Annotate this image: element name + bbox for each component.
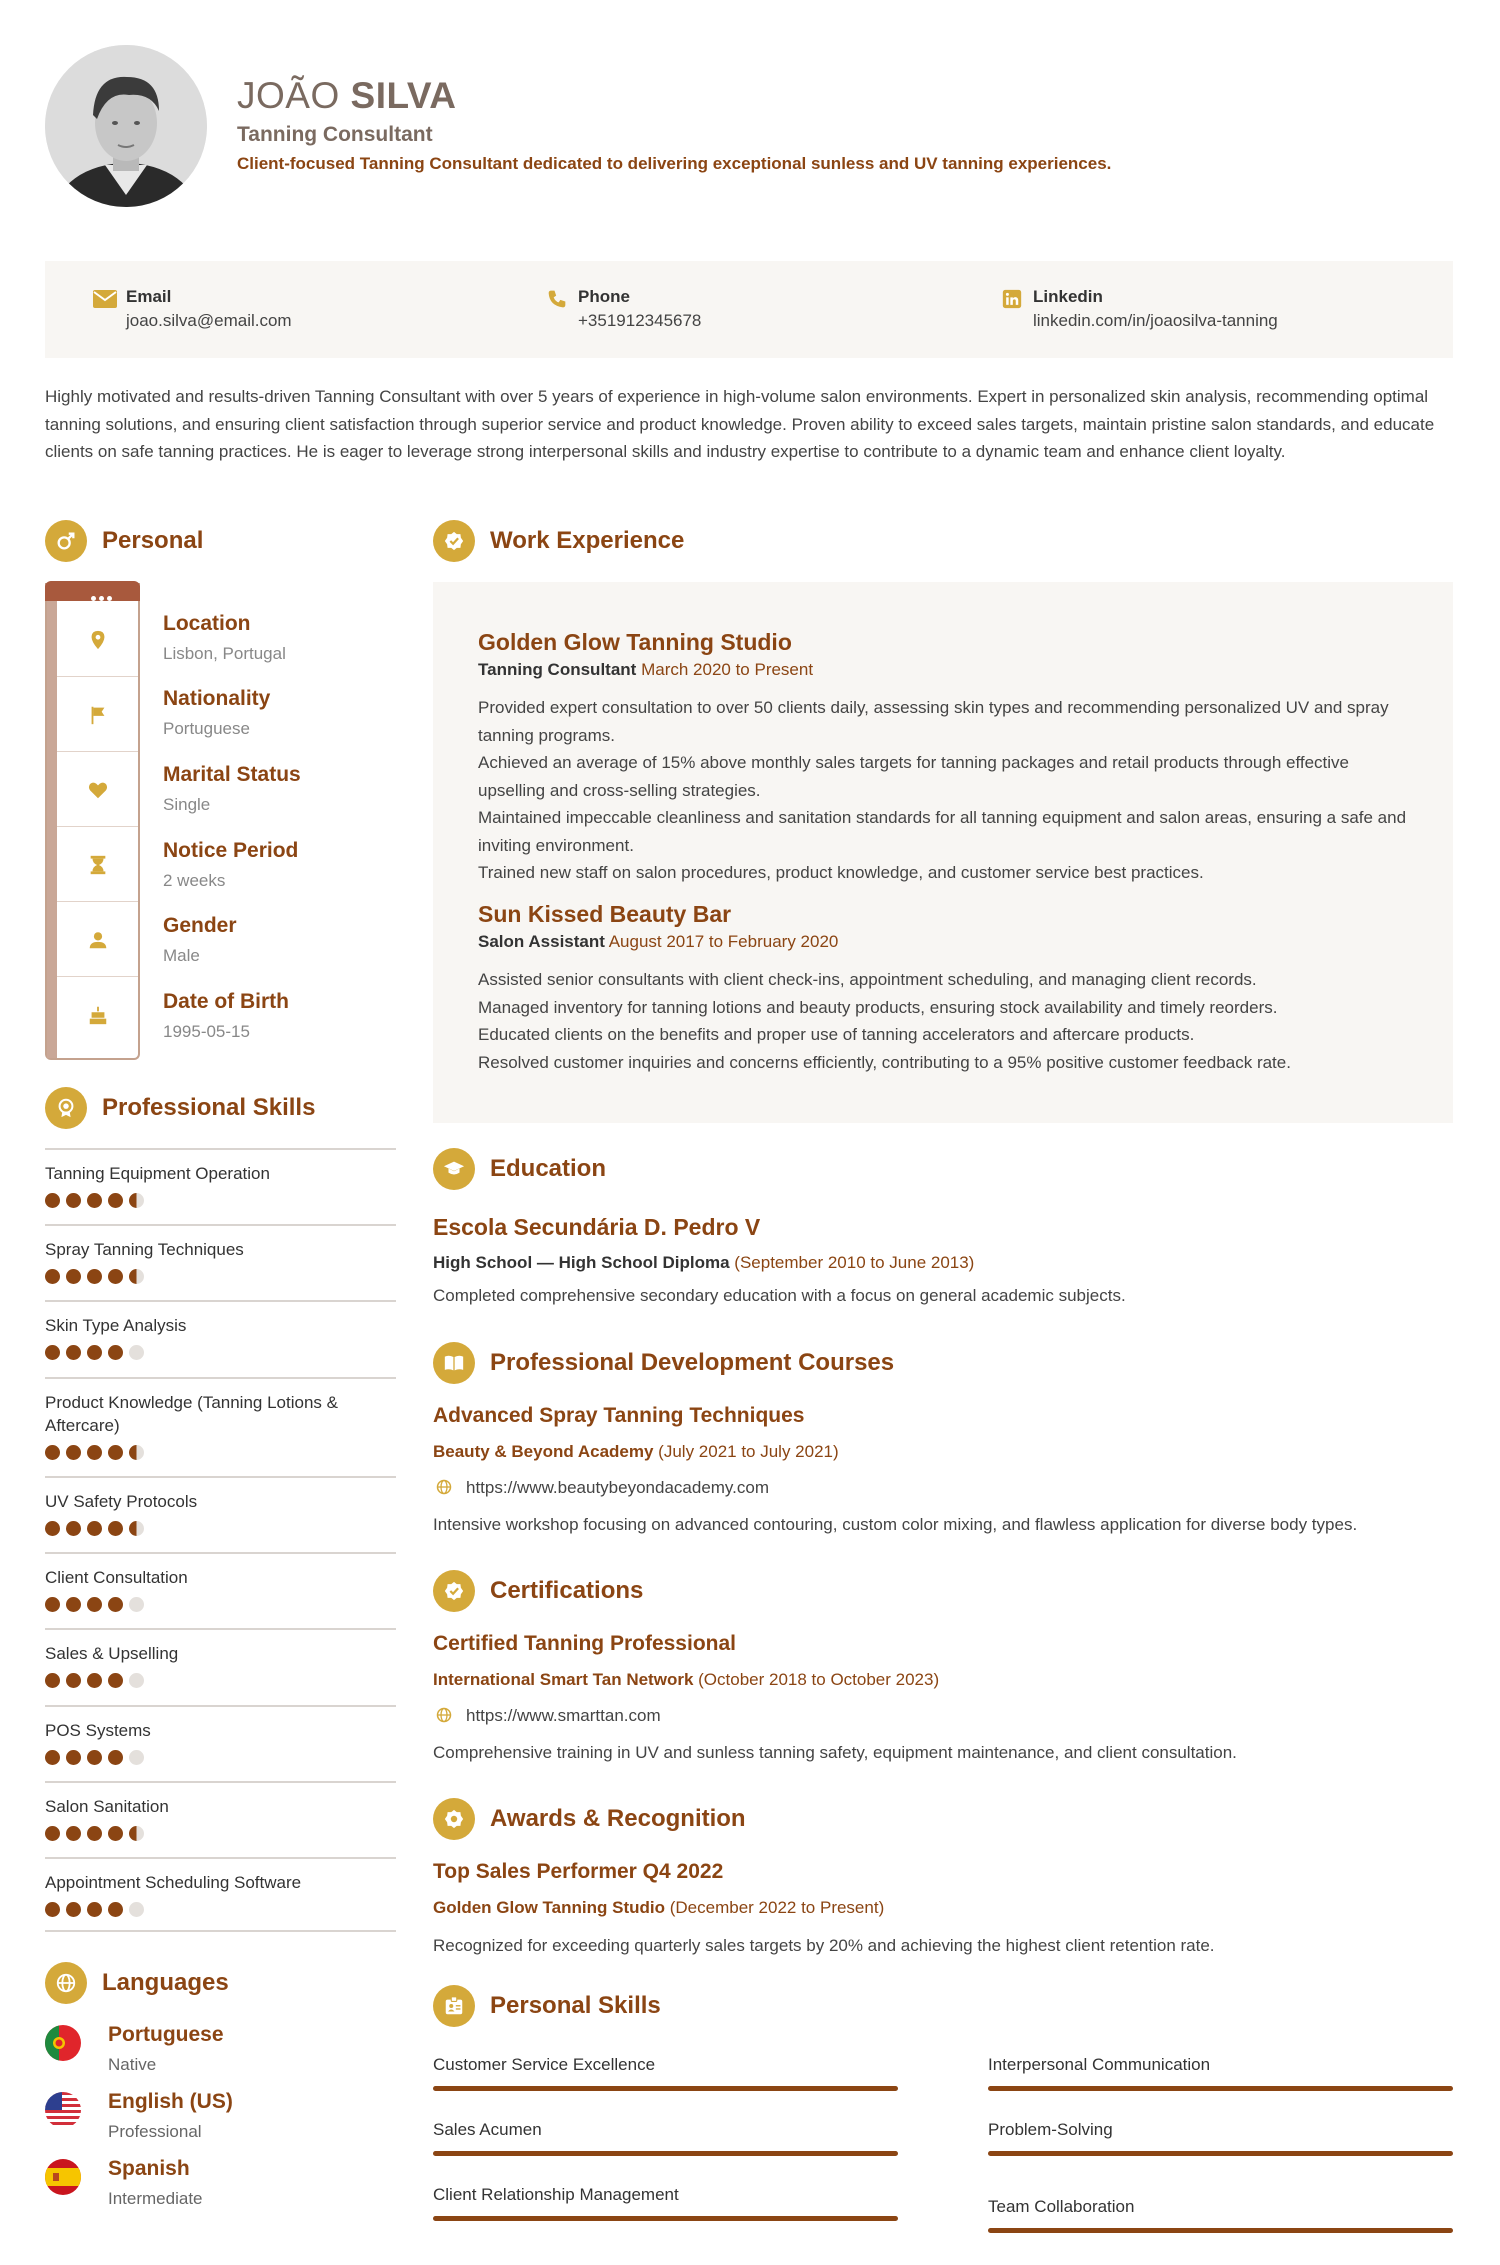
rating-dot [129, 1750, 144, 1765]
rating-dot [108, 1521, 123, 1536]
school-name: Escola Secundária D. Pedro V [433, 1214, 761, 1240]
rating-dot [87, 1902, 102, 1917]
skill-rating [45, 1750, 396, 1765]
skill-rating [45, 1269, 396, 1284]
course-title: Advanced Spray Tanning Techniques [433, 1404, 805, 1427]
rating-dot [66, 1269, 81, 1284]
work-experience-panel [433, 582, 1453, 1123]
skill-rating [45, 1345, 396, 1360]
personal-skill-item: Sales Acumen [433, 2120, 898, 2156]
flag-icon [57, 678, 138, 752]
phone-value[interactable]: +351912345678 [578, 311, 702, 330]
heart-icon [57, 753, 138, 827]
rating-dot [45, 1673, 60, 1688]
award-title: Top Sales Performer Q4 2022 [433, 1860, 724, 1883]
section-title: Professional Development Courses [490, 1349, 895, 1376]
rating-dot [45, 1345, 60, 1360]
skill-bar [988, 2151, 1453, 2156]
rating-dot [108, 1673, 123, 1688]
rating-dot [87, 1826, 102, 1841]
personal-skill-item: Team Collaboration [988, 2197, 1453, 2233]
award-star-icon [433, 1798, 475, 1840]
job-bullets: Assisted senior consultants with client check-ins, appointment scheduling, and managing client records. Managed inventory for tanning lotions and beauty products, ensuring stock availability and timely reorders. Educated clients on the benefits and proper use of tanning accelerators and aftercare products. Resolved customer inquiries and concerns efficiently, contributing to a 95% positive customer feedback rate. [478, 970, 1291, 1072]
portugal-flag-icon [45, 2025, 81, 2061]
skill-item: Spray Tanning Techniques [45, 1224, 396, 1284]
company-name: Sun Kissed Beauty Bar [478, 901, 732, 927]
card-header [45, 581, 140, 601]
section-title: Personal Skills [490, 1992, 661, 2019]
contact-label: Email [126, 287, 172, 306]
course-provider-line: Beauty & Beyond Academy (July 2021 to July 2021) [433, 1442, 839, 1461]
rating-dot [66, 1445, 81, 1460]
rating-dot [108, 1445, 123, 1460]
rating-dot [45, 1521, 60, 1536]
section-title: Certifications [490, 1577, 644, 1604]
rating-dot [129, 1597, 144, 1612]
course-link[interactable]: https://www.beautybeyondacademy.com [433, 1478, 769, 1498]
spain-flag-icon [45, 2159, 81, 2195]
section-title: Professional Skills [102, 1094, 316, 1121]
section-title: Awards & Recognition [490, 1805, 746, 1832]
rating-dot [87, 1445, 102, 1460]
rating-dot [45, 1445, 60, 1460]
personal-marital-status: Marital Status Single [163, 763, 301, 814]
graduation-cap-icon [433, 1148, 475, 1190]
job-role: Salon Assistant [478, 932, 605, 951]
personal-gender: Gender Male [163, 914, 237, 965]
rating-dot [87, 1521, 102, 1536]
linkedin-value[interactable]: linkedin.com/in/joaosilva-tanning [1033, 311, 1278, 330]
rating-dot [108, 1750, 123, 1765]
skill-item: Salon Sanitation [45, 1781, 396, 1841]
job-entry [478, 901, 1413, 1076]
skill-item: UV Safety Protocols [45, 1476, 396, 1536]
rating-dot [87, 1750, 102, 1765]
skill-rating [45, 1673, 396, 1688]
personal-skill-item: Customer Service Excellence [433, 2055, 898, 2091]
rating-dot [108, 1345, 123, 1360]
personal-card [45, 583, 140, 1060]
rating-dot [108, 1597, 123, 1612]
skill-item: Sales & Upselling [45, 1628, 396, 1688]
linkedin-icon [1000, 289, 1024, 309]
rating-dot [87, 1269, 102, 1284]
rating-dot [108, 1269, 123, 1284]
rating-dot [108, 1193, 123, 1208]
certification-title: Certified Tanning Professional [433, 1632, 736, 1655]
company-name: Golden Glow Tanning Studio [478, 629, 792, 655]
skill-item: Appointment Scheduling Software [45, 1857, 396, 1917]
skill-item: Product Knowledge (Tanning Lotions & Aftercare) [45, 1377, 396, 1460]
section-title: Work Experience [490, 527, 685, 554]
candidate-name: JOÃO SILVA [237, 75, 457, 116]
skill-item: Skin Type Analysis [45, 1300, 396, 1360]
contact-bar [45, 261, 1453, 358]
rating-dot [45, 1597, 60, 1612]
rating-dot [129, 1193, 144, 1208]
skill-bar [433, 2151, 898, 2156]
skill-item: Client Consultation [45, 1552, 396, 1612]
skill-rating [45, 1193, 396, 1208]
rating-dot [129, 1269, 144, 1284]
hourglass-icon [57, 828, 138, 902]
rating-dot [129, 1826, 144, 1841]
rating-dot [108, 1902, 123, 1917]
job-entry [478, 629, 1413, 887]
section-title: Education [490, 1155, 607, 1182]
us-flag-icon [45, 2092, 81, 2128]
award-description: Recognized for exceeding quarterly sales targets by 20% and achieving the highest client retention rate. [433, 1936, 1215, 1955]
rating-dot [66, 1826, 81, 1841]
skill-bar [433, 2086, 898, 2091]
rating-dot [129, 1902, 144, 1917]
personal-notice-period: Notice Period 2 weeks [163, 839, 299, 890]
certification-description: Comprehensive training in UV and sunless tanning safety, equipment maintenance, and client consultation. [433, 1743, 1237, 1762]
rating-dot [45, 1269, 60, 1284]
job-dates: March 2020 to Present [641, 660, 814, 679]
rating-dot [45, 1826, 60, 1841]
rating-dot [129, 1673, 144, 1688]
skill-rating [45, 1521, 396, 1536]
rating-dot [66, 1597, 81, 1612]
degree-line: High School — High School Diploma (September 2010 to June 2013) [433, 1253, 975, 1272]
skill-bar [988, 2228, 1453, 2233]
skill-bar [433, 2216, 898, 2221]
rating-dot [45, 1902, 60, 1917]
section-title: Personal [102, 527, 204, 554]
rating-dot [66, 1345, 81, 1360]
award-medal-icon [45, 1087, 87, 1129]
globe-icon [436, 1479, 452, 1495]
rating-dot [129, 1445, 144, 1460]
location-pin-icon [57, 603, 138, 677]
rating-dot [66, 1750, 81, 1765]
rating-dot [108, 1826, 123, 1841]
personal-skill-item: Problem-Solving [988, 2120, 1453, 2156]
globe-icon [436, 1707, 452, 1723]
profile-photo [45, 45, 207, 207]
job-bullets: Provided expert consultation to over 50 clients daily, assessing skin types and recommending personalized UV and spray tanning programs. Achieved an average of 15% above monthly sales targets for tanning packages and retail products through effective upselling and cross-selling strategies. Maintained impeccable cleanliness and sanitation standards for all tanning equipment and salon areas, ensuring a safe and inviting environment. Trained new staff on salon procedures, product knowledge, and customer service best practices. [478, 698, 1407, 882]
card-binding [47, 601, 57, 1058]
profile-summary: Highly motivated and results-driven Tanning Consultant with over 5 years of experience in high-volume salon environments. Expert in personalized skin analysis, recommending optimal tanning solutions, and ensuring client satisfaction through superior service and product knowledge. Proven ability to exceed sales targets, maintain pristine salon standards, and educate clients on safe tanning practices. He is eager to leverage strong interpersonal skills and industry expertise to contribute to a dynamic team and enhance client loyalty. [45, 387, 1435, 461]
skill-item: Tanning Equipment Operation [45, 1148, 396, 1208]
personal-nationality: Nationality Portuguese [163, 687, 271, 738]
rating-dot [66, 1193, 81, 1208]
skill-item: POS Systems [45, 1705, 396, 1765]
rating-dot [129, 1345, 144, 1360]
personal-date-of-birth: Date of Birth 1995-05-15 [163, 990, 289, 1041]
id-badge-icon [433, 1985, 475, 2027]
job-title: Tanning Consultant [237, 123, 433, 146]
envelope-icon [93, 289, 117, 309]
rating-dot [45, 1193, 60, 1208]
certificate-badge-icon [433, 1570, 475, 1612]
skill-rating [45, 1445, 396, 1460]
open-book-icon [433, 1342, 475, 1384]
gender-icon [45, 520, 87, 562]
rating-dot [66, 1673, 81, 1688]
certification-link[interactable]: https://www.smarttan.com [433, 1706, 661, 1726]
tagline: Client-focused Tanning Consultant dedicated to delivering exceptional sunless and UV tanning experiences. [237, 154, 1112, 173]
rating-dot [66, 1521, 81, 1536]
rating-dot [87, 1597, 102, 1612]
phone-icon [545, 289, 569, 309]
award-issuer-line: Golden Glow Tanning Studio (December 2022 to Present) [433, 1898, 885, 1917]
rating-dot [87, 1193, 102, 1208]
contact-label: Phone [578, 287, 630, 306]
rating-dot [66, 1902, 81, 1917]
person-icon [57, 903, 138, 977]
rating-dot [87, 1673, 102, 1688]
rating-dot [129, 1521, 144, 1536]
personal-skill-item: Interpersonal Communication [988, 2055, 1453, 2091]
certification-issuer-line: International Smart Tan Network (October 2018 to October 2023) [433, 1670, 940, 1689]
globe-icon [45, 1962, 87, 2004]
verified-badge-icon [433, 520, 475, 562]
rating-dot [87, 1345, 102, 1360]
skill-rating [45, 1826, 396, 1841]
skill-rating [45, 1902, 396, 1917]
rating-dot [45, 1750, 60, 1765]
section-title: Languages [102, 1969, 229, 1996]
cake-icon [57, 978, 138, 1052]
divider [45, 1930, 396, 1932]
skill-bar [988, 2086, 1453, 2091]
skill-rating [45, 1597, 396, 1612]
course-description: Intensive workshop focusing on advanced contouring, custom color mixing, and flawless application for diverse body types. [433, 1515, 1358, 1534]
personal-skill-item: Client Relationship Management [433, 2185, 898, 2221]
job-dates: August 2017 to February 2020 [608, 932, 839, 951]
personal-location: Location Lisbon, Portugal [163, 612, 286, 663]
job-role: Tanning Consultant [478, 660, 637, 679]
education-description: Completed comprehensive secondary education with a focus on general academic subjects. [433, 1286, 1126, 1305]
contact-label: Linkedin [1033, 287, 1103, 306]
email-value[interactable]: joao.silva@email.com [126, 311, 292, 330]
